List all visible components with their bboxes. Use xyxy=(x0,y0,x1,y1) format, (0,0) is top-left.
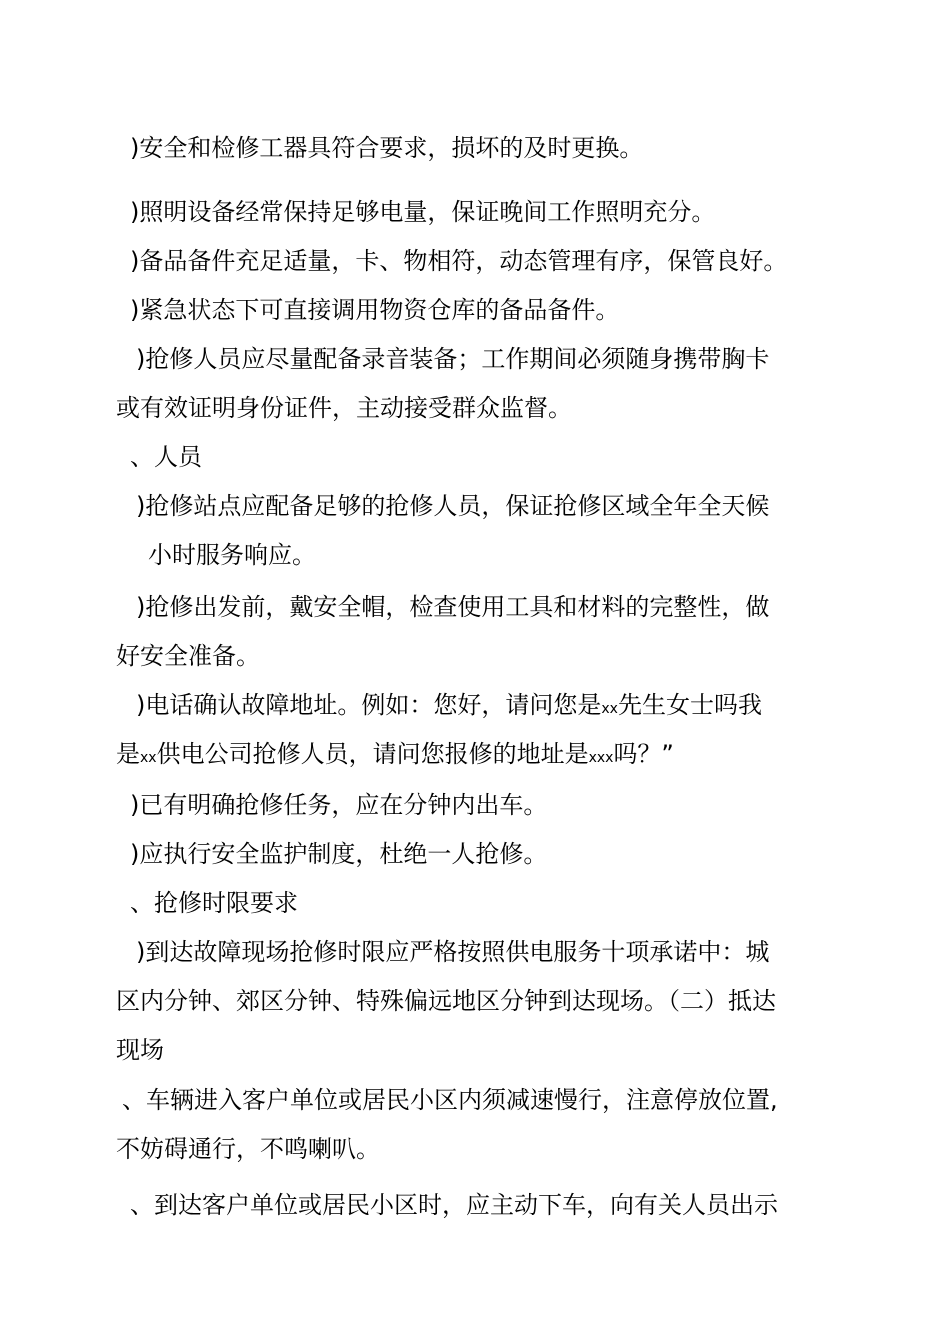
text-line: )抢修人员应尽量配备录音装备；工作期间必须随身携带胸卡 xyxy=(136,345,770,373)
text-line: )到达故障现场抢修时限应严格按照供电服务十项承诺中：城 xyxy=(136,938,770,966)
section-heading: 、抢修时限要求 xyxy=(130,889,298,917)
text-line: )安全和检修工器具符合要求，损坏的及时更换。 xyxy=(130,134,644,162)
text-run: 是 xyxy=(116,740,140,768)
text-line: )已有明确抢修任务，应在分钟内出车。 xyxy=(130,791,548,819)
text-line: )照明设备经常保持足够电量，保证晚间工作照明充分。 xyxy=(130,198,716,226)
text-line: 或有效证明身份证件，主动接受群众监督。 xyxy=(116,394,572,422)
text-line: 、到达客户单位或居民小区时，应主动下车，向有关人员出示 xyxy=(130,1191,778,1219)
text-run: xx xyxy=(140,750,157,766)
text-line: 不妨碍通行，不鸣喇叭。 xyxy=(116,1135,380,1163)
text-run: xx xyxy=(601,701,618,717)
section-heading: 、人员 xyxy=(130,443,202,471)
text-line xyxy=(116,738,674,774)
text-line: )应执行安全监护制度，杜绝一人抢修。 xyxy=(130,840,548,868)
text-line: 现场 xyxy=(116,1036,164,1064)
text-line: 小时服务响应。 xyxy=(148,541,316,569)
text-line xyxy=(136,689,762,725)
text-line: )备品备件充足适量，卡、物相符，动态管理有序，保管良好。 xyxy=(130,247,788,275)
text-run: 吗？” xyxy=(613,740,674,768)
text-run: )电话确认故障地址。例如：您好，请问您是 xyxy=(136,691,602,719)
text-line: 、车辆进入客户单位或居民小区内须减速慢行，注意停放位置, xyxy=(122,1086,778,1114)
text-run: 供电公司抢修人员，请问您报修的地址是 xyxy=(156,740,589,768)
text-line: 区内分钟、郊区分钟、特殊偏远地区分钟到达现场。（二）抵达 xyxy=(116,987,776,1015)
text-run: 先生女士吗我 xyxy=(617,691,762,719)
text-line: )紧急状态下可直接调用物资仓库的备品备件。 xyxy=(130,296,620,324)
text-run: xxx xyxy=(588,750,614,766)
text-line: )抢修站点应配备足够的抢修人员，保证抢修区域全年全天候 xyxy=(136,492,770,520)
text-line: )抢修出发前，戴安全帽，检查使用工具和材料的完整性，做 xyxy=(136,593,770,621)
text-line: 好安全准备。 xyxy=(116,642,260,670)
